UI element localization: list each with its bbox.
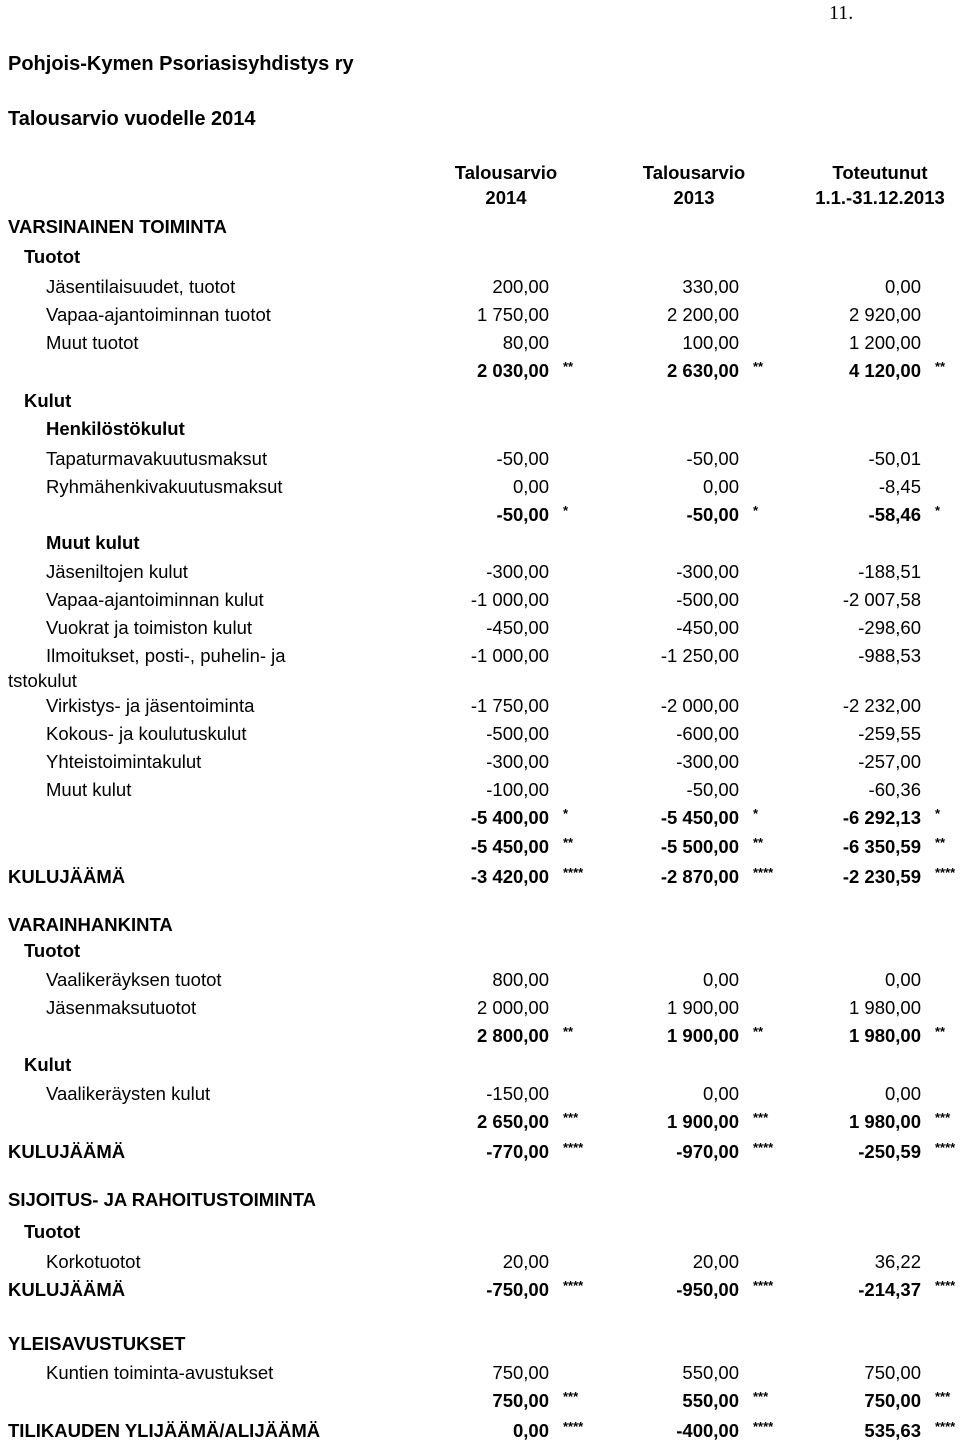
amount-cell: -300,00 bbox=[486, 751, 549, 772]
amount-cell: -6 292,13 bbox=[842, 807, 921, 828]
amount-cell: 2 920,00 bbox=[848, 304, 921, 325]
group-label: Tuotot bbox=[24, 246, 81, 267]
amount-cell: 550,00 bbox=[682, 1362, 739, 1383]
amount-cell: 0,00 bbox=[512, 476, 549, 497]
section-label: VARAINHANKINTA bbox=[8, 914, 173, 935]
line-item-label: Vaalikeräysten kulut bbox=[46, 1083, 211, 1104]
amount-cell: -50,00 bbox=[496, 504, 549, 525]
amount-cell: 535,63 bbox=[864, 1420, 921, 1441]
total-level-marker: * bbox=[935, 503, 941, 518]
total-level-marker: **** bbox=[563, 865, 584, 880]
total-label: KULUJÄÄMÄ bbox=[8, 866, 126, 887]
line-item-label: Jäsentilaisuudet, tuotot bbox=[46, 276, 236, 297]
total-level-marker: ** bbox=[753, 1024, 764, 1039]
amount-cell: -970,00 bbox=[676, 1141, 739, 1162]
column-header-budget-2013-line2: 2013 bbox=[673, 187, 715, 208]
section-label: YLEISAVUSTUKSET bbox=[8, 1333, 186, 1354]
page-number: 11. bbox=[829, 2, 854, 24]
amount-cell: 20,00 bbox=[692, 1251, 739, 1272]
amount-cell: 750,00 bbox=[492, 1390, 549, 1411]
amount-cell: -2 007,58 bbox=[842, 589, 921, 610]
amount-cell: 1 900,00 bbox=[666, 1111, 739, 1132]
total-level-marker: *** bbox=[935, 1110, 951, 1125]
subgroup-label: Henkilöstökulut bbox=[46, 418, 185, 439]
amount-cell: 2 000,00 bbox=[476, 997, 549, 1018]
amount-cell: 2 030,00 bbox=[476, 360, 549, 381]
amount-cell: 0,00 bbox=[512, 1420, 549, 1441]
amount-cell: 330,00 bbox=[682, 276, 739, 297]
amount-cell: -2 000,00 bbox=[660, 695, 739, 716]
total-level-marker: **** bbox=[935, 1419, 956, 1434]
amount-cell: -50,00 bbox=[686, 504, 739, 525]
amount-cell: 1 900,00 bbox=[666, 1025, 739, 1046]
total-level-marker: *** bbox=[563, 1110, 579, 1125]
amount-cell: -1 000,00 bbox=[470, 645, 549, 666]
amount-cell: -400,00 bbox=[676, 1420, 739, 1441]
line-item-label: Kuntien toiminta-avustukset bbox=[46, 1362, 274, 1383]
amount-cell: 0,00 bbox=[884, 276, 921, 297]
amount-cell: -250,59 bbox=[858, 1141, 921, 1162]
amount-cell: 750,00 bbox=[864, 1390, 921, 1411]
group-label: Tuotot bbox=[24, 1221, 81, 1242]
total-label: TILIKAUDEN YLIJÄÄMÄ/ALIJÄÄMÄ bbox=[8, 1420, 321, 1441]
total-level-marker: * bbox=[935, 806, 941, 821]
amount-cell: -60,36 bbox=[868, 779, 921, 800]
amount-cell: 0,00 bbox=[702, 1083, 739, 1104]
amount-cell: -5 450,00 bbox=[660, 807, 739, 828]
amount-cell: -298,60 bbox=[858, 617, 921, 638]
amount-cell: 2 800,00 bbox=[476, 1025, 549, 1046]
amount-cell: 80,00 bbox=[502, 332, 549, 353]
column-header-budget-2014-line2: 2014 bbox=[485, 187, 527, 208]
amount-cell: 750,00 bbox=[864, 1362, 921, 1383]
organization-name: Pohjois-Kymen Psoriasisyhdistys ry bbox=[8, 53, 354, 75]
line-item-label: Vaalikeräyksen tuotot bbox=[46, 969, 222, 990]
amount-cell: -3 420,00 bbox=[470, 866, 549, 887]
amount-cell: -2 230,59 bbox=[842, 866, 921, 887]
amount-cell: 750,00 bbox=[492, 1362, 549, 1383]
amount-cell: -1 250,00 bbox=[660, 645, 739, 666]
column-header-budget-2014-line1: Talousarvio bbox=[454, 162, 558, 183]
group-label: Kulut bbox=[24, 390, 72, 411]
amount-cell: -1 000,00 bbox=[470, 589, 549, 610]
total-level-marker: * bbox=[753, 806, 759, 821]
total-level-marker: ** bbox=[935, 835, 946, 850]
total-level-marker: * bbox=[563, 503, 569, 518]
group-label: Kulut bbox=[24, 1054, 72, 1075]
amount-cell: -500,00 bbox=[676, 589, 739, 610]
total-level-marker: ** bbox=[563, 359, 574, 374]
line-item-label: Vuokrat ja toimiston kulut bbox=[46, 617, 252, 638]
amount-cell: 2 650,00 bbox=[476, 1111, 549, 1132]
amount-cell: 1 980,00 bbox=[848, 1025, 921, 1046]
total-level-marker: **** bbox=[563, 1140, 584, 1155]
amount-cell: -5 450,00 bbox=[470, 836, 549, 857]
amount-cell: 100,00 bbox=[682, 332, 739, 353]
total-label: KULUJÄÄMÄ bbox=[8, 1279, 126, 1300]
amount-cell: -5 400,00 bbox=[470, 807, 549, 828]
total-level-marker: **** bbox=[753, 1419, 774, 1434]
total-level-marker: ** bbox=[753, 359, 764, 374]
amount-cell: -450,00 bbox=[486, 617, 549, 638]
amount-cell: 2 200,00 bbox=[666, 304, 739, 325]
amount-cell: -257,00 bbox=[858, 751, 921, 772]
total-level-marker: **** bbox=[935, 1140, 956, 1155]
total-level-marker: ** bbox=[753, 835, 764, 850]
line-item-label: Kokous- ja koulutuskulut bbox=[46, 723, 247, 744]
amount-cell: -6 350,59 bbox=[842, 836, 921, 857]
line-item-label: Jäseniltojen kulut bbox=[46, 561, 188, 582]
column-header-actual-2013-line1: Toteutunut bbox=[832, 162, 928, 183]
amount-cell: -450,00 bbox=[676, 617, 739, 638]
total-level-marker: * bbox=[753, 503, 759, 518]
total-level-marker: **** bbox=[935, 865, 956, 880]
amount-cell: -300,00 bbox=[486, 561, 549, 582]
total-level-marker: ** bbox=[563, 835, 574, 850]
amount-cell: -2 232,00 bbox=[842, 695, 921, 716]
line-item-label: Vapaa-ajantoiminnan kulut bbox=[46, 589, 264, 610]
total-level-marker: ** bbox=[935, 359, 946, 374]
amount-cell: 200,00 bbox=[492, 276, 549, 297]
amount-cell: -100,00 bbox=[486, 779, 549, 800]
amount-cell: 0,00 bbox=[884, 1083, 921, 1104]
amount-cell: 1 900,00 bbox=[666, 997, 739, 1018]
amount-cell: 550,00 bbox=[682, 1390, 739, 1411]
total-level-marker: **** bbox=[563, 1278, 584, 1293]
amount-cell: -5 500,00 bbox=[660, 836, 739, 857]
total-level-marker: ** bbox=[563, 1024, 574, 1039]
line-item-label: Muut tuotot bbox=[46, 332, 139, 353]
amount-cell: 0,00 bbox=[702, 969, 739, 990]
total-level-marker: **** bbox=[753, 865, 774, 880]
line-item-label-continued: tstokulut bbox=[8, 670, 77, 691]
amount-cell: 1 200,00 bbox=[848, 332, 921, 353]
amount-cell: -150,00 bbox=[486, 1083, 549, 1104]
total-level-marker: **** bbox=[935, 1278, 956, 1293]
line-item-label: Jäsenmaksutuotot bbox=[46, 997, 197, 1018]
line-item-label: Ryhmähenkivakuutusmaksut bbox=[46, 476, 283, 497]
amount-cell: 1 750,00 bbox=[476, 304, 549, 325]
amount-cell: -300,00 bbox=[676, 561, 739, 582]
amount-cell: -50,00 bbox=[496, 448, 549, 469]
document-title: Talousarvio vuodelle 2014 bbox=[8, 108, 256, 130]
amount-cell: -188,51 bbox=[858, 561, 921, 582]
amount-cell: -50,01 bbox=[868, 448, 921, 469]
amount-cell: -950,00 bbox=[676, 1279, 739, 1300]
amount-cell: -2 870,00 bbox=[660, 866, 739, 887]
total-level-marker: **** bbox=[563, 1419, 584, 1434]
amount-cell: -988,53 bbox=[858, 645, 921, 666]
amount-cell: -500,00 bbox=[486, 723, 549, 744]
amount-cell: 800,00 bbox=[492, 969, 549, 990]
line-item-label: Korkotuotot bbox=[46, 1251, 141, 1272]
amount-cell: 36,22 bbox=[874, 1251, 921, 1272]
amount-cell: -600,00 bbox=[676, 723, 739, 744]
line-item-label: Yhteistoimintakulut bbox=[46, 751, 202, 772]
amount-cell: 0,00 bbox=[884, 969, 921, 990]
amount-cell: -259,55 bbox=[858, 723, 921, 744]
amount-cell: -750,00 bbox=[486, 1279, 549, 1300]
amount-cell: -770,00 bbox=[486, 1141, 549, 1162]
total-label: KULUJÄÄMÄ bbox=[8, 1141, 126, 1162]
total-level-marker: * bbox=[563, 806, 569, 821]
amount-cell: -50,00 bbox=[686, 779, 739, 800]
amount-cell: -8,45 bbox=[878, 476, 921, 497]
amount-cell: -300,00 bbox=[676, 751, 739, 772]
line-item-label: Vapaa-ajantoiminnan tuotot bbox=[46, 304, 271, 325]
amount-cell: -214,37 bbox=[858, 1279, 921, 1300]
total-level-marker: *** bbox=[753, 1110, 769, 1125]
subgroup-label: Muut kulut bbox=[46, 532, 140, 553]
amount-cell: -1 750,00 bbox=[470, 695, 549, 716]
column-header-budget-2013-line1: Talousarvio bbox=[642, 162, 746, 183]
line-item-label: Ilmoitukset, posti-, puhelin- ja bbox=[46, 645, 286, 666]
total-level-marker: *** bbox=[563, 1389, 579, 1404]
group-label: Tuotot bbox=[24, 940, 81, 961]
amount-cell: 1 980,00 bbox=[848, 1111, 921, 1132]
line-item-label: Virkistys- ja jäsentoiminta bbox=[46, 695, 255, 716]
total-level-marker: **** bbox=[753, 1140, 774, 1155]
total-level-marker: *** bbox=[935, 1389, 951, 1404]
line-item-label: Muut kulut bbox=[46, 779, 132, 800]
amount-cell: -58,46 bbox=[868, 504, 921, 525]
section-label: VARSINAINEN TOIMINTA bbox=[8, 216, 227, 237]
total-level-marker: ** bbox=[935, 1024, 946, 1039]
amount-cell: 4 120,00 bbox=[848, 360, 921, 381]
line-item-label: Tapaturmavakuutusmaksut bbox=[46, 448, 268, 469]
total-level-marker: **** bbox=[753, 1278, 774, 1293]
amount-cell: -50,00 bbox=[686, 448, 739, 469]
amount-cell: 2 630,00 bbox=[666, 360, 739, 381]
amount-cell: 20,00 bbox=[502, 1251, 549, 1272]
total-level-marker: *** bbox=[753, 1389, 769, 1404]
amount-cell: 1 980,00 bbox=[848, 997, 921, 1018]
column-header-actual-2013-line2: 1.1.-31.12.2013 bbox=[815, 187, 945, 208]
section-label: SIJOITUS- JA RAHOITUSTOIMINTA bbox=[8, 1189, 317, 1210]
amount-cell: 0,00 bbox=[702, 476, 739, 497]
